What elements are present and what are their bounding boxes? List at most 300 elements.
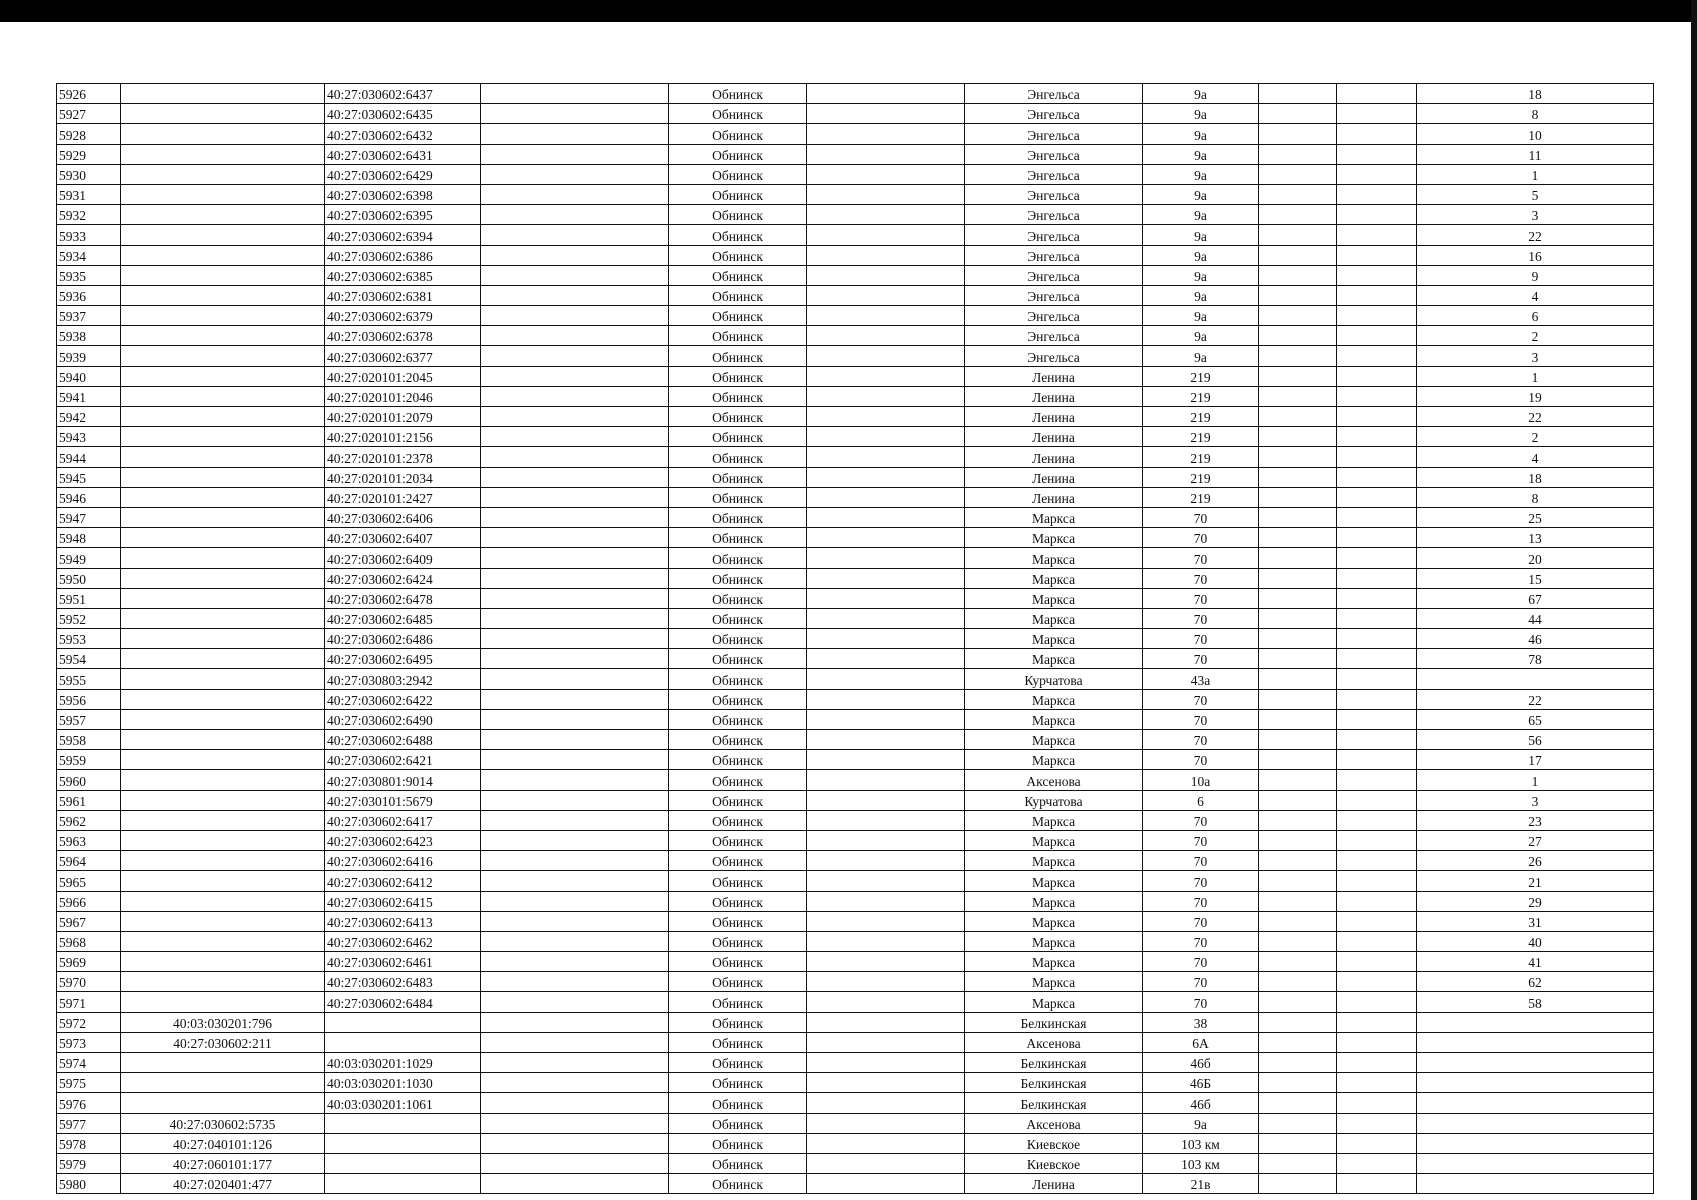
street-cell: Ленина	[965, 386, 1143, 406]
apartment-cell: 41	[1417, 952, 1654, 972]
cadastral-number-land: 40:27:060101:177	[121, 1153, 325, 1173]
empty-cell	[807, 891, 965, 911]
cadastral-number-land	[121, 750, 325, 770]
cadastral-number-premises	[325, 1153, 481, 1173]
apartment-cell: 27	[1417, 830, 1654, 850]
cadastral-number-land	[121, 730, 325, 750]
empty-cell	[481, 346, 669, 366]
cadastral-number-land	[121, 326, 325, 346]
cadastral-number-premises: 40:27:030101:5679	[325, 790, 481, 810]
apartment-cell: 5	[1417, 184, 1654, 204]
street-cell: Маркса	[965, 952, 1143, 972]
city-cell: Обнинск	[669, 830, 807, 850]
register-body	[57, 84, 1654, 1194]
empty-cell	[1259, 568, 1337, 588]
city-cell: Обнинск	[669, 689, 807, 709]
table-row	[57, 891, 1654, 911]
cadastral-number-premises: 40:27:030602:6412	[325, 871, 481, 891]
cadastral-number-land: 40:27:040101:126	[121, 1133, 325, 1153]
empty-cell	[1259, 144, 1337, 164]
city-cell: Обнинск	[669, 588, 807, 608]
table-row	[57, 1133, 1654, 1153]
street-cell: Маркса	[965, 911, 1143, 931]
empty-cell	[481, 487, 669, 507]
empty-cell	[807, 992, 965, 1012]
street-cell: Энгельса	[965, 164, 1143, 184]
empty-cell	[481, 548, 669, 568]
empty-cell	[481, 830, 669, 850]
street-cell: Энгельса	[965, 124, 1143, 144]
empty-cell	[481, 649, 669, 669]
empty-cell	[807, 1153, 965, 1173]
apartment-cell: 62	[1417, 972, 1654, 992]
table-row	[57, 386, 1654, 406]
apartment-cell: 8	[1417, 104, 1654, 124]
cadastral-number-premises: 40:27:030602:6435	[325, 104, 481, 124]
cadastral-number-land	[121, 184, 325, 204]
street-cell: Киевское	[965, 1133, 1143, 1153]
empty-cell	[1259, 205, 1337, 225]
city-cell: Обнинск	[669, 184, 807, 204]
empty-cell	[807, 1113, 965, 1133]
city-cell: Обнинск	[669, 891, 807, 911]
city-cell: Обнинск	[669, 1012, 807, 1032]
table-row	[57, 487, 1654, 507]
apartment-cell: 1	[1417, 770, 1654, 790]
empty-cell	[481, 245, 669, 265]
empty-cell	[1259, 709, 1337, 729]
cadastral-number-land	[121, 629, 325, 649]
empty-cell	[1337, 84, 1417, 104]
cadastral-number-land	[121, 972, 325, 992]
cadastral-number-land	[121, 1093, 325, 1113]
register-sheet	[56, 83, 1654, 1194]
empty-cell	[1337, 1133, 1417, 1153]
empty-cell	[481, 1032, 669, 1052]
cadastral-number-land	[121, 770, 325, 790]
empty-cell	[1337, 931, 1417, 951]
empty-cell	[1337, 265, 1417, 285]
empty-cell	[1337, 427, 1417, 447]
row-number: 5928	[57, 124, 121, 144]
table-row	[57, 306, 1654, 326]
row-number: 5927	[57, 104, 121, 124]
cadastral-number-land	[121, 952, 325, 972]
empty-cell	[807, 306, 965, 326]
cadastral-number-premises: 40:27:030602:6422	[325, 689, 481, 709]
house-cell: 9а	[1143, 346, 1259, 366]
row-number: 5930	[57, 164, 121, 184]
cadastral-number-premises: 40:27:030602:6385	[325, 265, 481, 285]
apartment-cell	[1417, 1032, 1654, 1052]
cadastral-number-premises: 40:27:020101:2378	[325, 447, 481, 467]
city-cell: Обнинск	[669, 487, 807, 507]
house-cell: 103 км	[1143, 1153, 1259, 1173]
cadastral-number-land	[121, 548, 325, 568]
city-cell: Обнинск	[669, 1153, 807, 1173]
house-cell: 9а	[1143, 265, 1259, 285]
empty-cell	[1337, 992, 1417, 1012]
property-register-table	[56, 83, 1654, 1194]
city-cell: Обнинск	[669, 770, 807, 790]
empty-cell	[1259, 669, 1337, 689]
street-cell: Ленина	[965, 366, 1143, 386]
row-number: 5948	[57, 528, 121, 548]
table-row	[57, 1174, 1654, 1194]
empty-cell	[807, 548, 965, 568]
empty-cell	[1259, 770, 1337, 790]
apartment-cell: 22	[1417, 689, 1654, 709]
empty-cell	[481, 1133, 669, 1153]
empty-cell	[1337, 1174, 1417, 1194]
cadastral-number-land	[121, 709, 325, 729]
cadastral-number-premises: 40:27:020101:2079	[325, 407, 481, 427]
empty-cell	[1259, 1093, 1337, 1113]
apartment-cell: 15	[1417, 568, 1654, 588]
street-cell: Энгельса	[965, 285, 1143, 305]
street-cell: Маркса	[965, 972, 1143, 992]
empty-cell	[481, 427, 669, 447]
cadastral-number-land	[121, 992, 325, 1012]
street-cell: Белкинская	[965, 1012, 1143, 1032]
empty-cell	[1259, 911, 1337, 931]
city-cell: Обнинск	[669, 407, 807, 427]
street-cell: Маркса	[965, 608, 1143, 628]
apartment-cell: 18	[1417, 84, 1654, 104]
city-cell: Обнинск	[669, 568, 807, 588]
empty-cell	[1259, 1133, 1337, 1153]
empty-cell	[1337, 730, 1417, 750]
cadastral-number-premises: 40:27:030602:6431	[325, 144, 481, 164]
empty-cell	[1259, 891, 1337, 911]
row-number: 5926	[57, 84, 121, 104]
apartment-cell: 26	[1417, 851, 1654, 871]
empty-cell	[481, 507, 669, 527]
empty-cell	[481, 871, 669, 891]
empty-cell	[1337, 851, 1417, 871]
empty-cell	[1337, 184, 1417, 204]
city-cell: Обнинск	[669, 427, 807, 447]
empty-cell	[1259, 487, 1337, 507]
street-cell: Маркса	[965, 548, 1143, 568]
empty-cell	[481, 104, 669, 124]
apartment-cell: 13	[1417, 528, 1654, 548]
apartment-cell: 67	[1417, 588, 1654, 608]
cadastral-number-land	[121, 810, 325, 830]
street-cell: Энгельса	[965, 306, 1143, 326]
empty-cell	[1259, 124, 1337, 144]
street-cell: Энгельса	[965, 184, 1143, 204]
apartment-cell: 2	[1417, 427, 1654, 447]
empty-cell	[1259, 386, 1337, 406]
row-number: 5943	[57, 427, 121, 447]
table-row	[57, 911, 1654, 931]
cadastral-number-land	[121, 1053, 325, 1073]
row-number: 5940	[57, 366, 121, 386]
house-cell: 21в	[1143, 1174, 1259, 1194]
empty-cell	[1259, 104, 1337, 124]
table-row	[57, 750, 1654, 770]
empty-cell	[1259, 184, 1337, 204]
house-cell: 70	[1143, 709, 1259, 729]
city-cell: Обнинск	[669, 164, 807, 184]
apartment-cell	[1417, 1113, 1654, 1133]
empty-cell	[807, 144, 965, 164]
cadastral-number-premises: 40:27:030602:6415	[325, 891, 481, 911]
empty-cell	[1259, 730, 1337, 750]
row-number: 5947	[57, 507, 121, 527]
empty-cell	[807, 871, 965, 891]
empty-cell	[481, 568, 669, 588]
city-cell: Обнинск	[669, 386, 807, 406]
empty-cell	[1337, 891, 1417, 911]
row-number: 5931	[57, 184, 121, 204]
house-cell: 219	[1143, 487, 1259, 507]
cadastral-number-land	[121, 891, 325, 911]
table-row	[57, 467, 1654, 487]
table-row	[57, 810, 1654, 830]
house-cell: 70	[1143, 972, 1259, 992]
empty-cell	[1337, 911, 1417, 931]
empty-cell	[807, 1174, 965, 1194]
apartment-cell: 4	[1417, 285, 1654, 305]
street-cell: Маркса	[965, 992, 1143, 1012]
table-row	[57, 669, 1654, 689]
row-number: 5939	[57, 346, 121, 366]
empty-cell	[1259, 972, 1337, 992]
empty-cell	[481, 972, 669, 992]
empty-cell	[807, 427, 965, 447]
empty-cell	[807, 245, 965, 265]
row-number: 5969	[57, 952, 121, 972]
empty-cell	[1337, 285, 1417, 305]
row-number: 5945	[57, 467, 121, 487]
apartment-cell: 44	[1417, 608, 1654, 628]
empty-cell	[481, 528, 669, 548]
empty-cell	[1337, 144, 1417, 164]
house-cell: 70	[1143, 931, 1259, 951]
row-number: 5972	[57, 1012, 121, 1032]
street-cell: Ленина	[965, 407, 1143, 427]
cadastral-number-land	[121, 366, 325, 386]
empty-cell	[1337, 770, 1417, 790]
cadastral-number-land: 40:27:030602:5735	[121, 1113, 325, 1133]
row-number: 5963	[57, 830, 121, 850]
cadastral-number-land: 40:27:020401:477	[121, 1174, 325, 1194]
street-cell: Энгельса	[965, 104, 1143, 124]
cadastral-number-premises: 40:27:030602:6461	[325, 952, 481, 972]
cadastral-number-land: 40:03:030201:796	[121, 1012, 325, 1032]
street-cell: Курчатова	[965, 790, 1143, 810]
table-row	[57, 1093, 1654, 1113]
street-cell: Ленина	[965, 1174, 1143, 1194]
apartment-cell: 18	[1417, 467, 1654, 487]
empty-cell	[807, 770, 965, 790]
street-cell: Маркса	[965, 629, 1143, 649]
empty-cell	[807, 1012, 965, 1032]
empty-cell	[1259, 871, 1337, 891]
row-number: 5938	[57, 326, 121, 346]
apartment-cell: 2	[1417, 326, 1654, 346]
empty-cell	[1337, 810, 1417, 830]
apartment-cell: 1	[1417, 164, 1654, 184]
cadastral-number-land	[121, 245, 325, 265]
city-cell: Обнинск	[669, 285, 807, 305]
house-cell: 70	[1143, 689, 1259, 709]
city-cell: Обнинск	[669, 326, 807, 346]
house-cell: 70	[1143, 649, 1259, 669]
street-cell: Киевское	[965, 1153, 1143, 1173]
cadastral-number-premises: 40:27:030602:6462	[325, 931, 481, 951]
house-cell: 70	[1143, 588, 1259, 608]
street-cell: Курчатова	[965, 669, 1143, 689]
cadastral-number-land	[121, 104, 325, 124]
empty-cell	[481, 144, 669, 164]
street-cell: Маркса	[965, 730, 1143, 750]
city-cell: Обнинск	[669, 952, 807, 972]
empty-cell	[481, 1174, 669, 1194]
table-row	[57, 104, 1654, 124]
empty-cell	[481, 205, 669, 225]
empty-cell	[1337, 1093, 1417, 1113]
cadastral-number-land	[121, 164, 325, 184]
empty-cell	[807, 709, 965, 729]
cadastral-number-premises: 40:03:030201:1061	[325, 1093, 481, 1113]
cadastral-number-premises: 40:27:030602:6490	[325, 709, 481, 729]
apartment-cell: 31	[1417, 911, 1654, 931]
empty-cell	[1259, 164, 1337, 184]
row-number: 5950	[57, 568, 121, 588]
street-cell: Белкинская	[965, 1093, 1143, 1113]
empty-cell	[1259, 750, 1337, 770]
table-row	[57, 427, 1654, 447]
city-cell: Обнинск	[669, 1174, 807, 1194]
apartment-cell: 4	[1417, 447, 1654, 467]
city-cell: Обнинск	[669, 1133, 807, 1153]
empty-cell	[1337, 952, 1417, 972]
empty-cell	[481, 931, 669, 951]
empty-cell	[807, 225, 965, 245]
house-cell: 219	[1143, 366, 1259, 386]
cadastral-number-land	[121, 608, 325, 628]
row-number: 5974	[57, 1053, 121, 1073]
table-row	[57, 972, 1654, 992]
empty-cell	[807, 346, 965, 366]
empty-cell	[807, 124, 965, 144]
cadastral-number-land	[121, 911, 325, 931]
table-row	[57, 588, 1654, 608]
row-number: 5929	[57, 144, 121, 164]
empty-cell	[481, 84, 669, 104]
table-row	[57, 124, 1654, 144]
empty-cell	[1337, 164, 1417, 184]
empty-cell	[1259, 548, 1337, 568]
empty-cell	[807, 790, 965, 810]
city-cell: Обнинск	[669, 528, 807, 548]
empty-cell	[807, 447, 965, 467]
empty-cell	[1259, 427, 1337, 447]
cadastral-number-premises: 40:27:030602:6483	[325, 972, 481, 992]
row-number: 5957	[57, 709, 121, 729]
cadastral-number-land: 40:27:030602:211	[121, 1032, 325, 1052]
empty-cell	[481, 285, 669, 305]
empty-cell	[807, 669, 965, 689]
cadastral-number-premises: 40:27:030602:6429	[325, 164, 481, 184]
empty-cell	[807, 911, 965, 931]
city-cell: Обнинск	[669, 306, 807, 326]
city-cell: Обнинск	[669, 1093, 807, 1113]
cadastral-number-land	[121, 407, 325, 427]
table-row	[57, 931, 1654, 951]
table-row	[57, 689, 1654, 709]
cadastral-number-premises: 40:27:030602:6485	[325, 608, 481, 628]
cadastral-number-premises: 40:27:030602:6407	[325, 528, 481, 548]
city-cell: Обнинск	[669, 447, 807, 467]
row-number: 5971	[57, 992, 121, 1012]
street-cell: Белкинская	[965, 1053, 1143, 1073]
empty-cell	[807, 467, 965, 487]
cadastral-number-land	[121, 931, 325, 951]
house-cell: 43а	[1143, 669, 1259, 689]
empty-cell	[1337, 608, 1417, 628]
cadastral-number-premises	[325, 1113, 481, 1133]
apartment-cell: 1	[1417, 366, 1654, 386]
empty-cell	[1259, 952, 1337, 972]
cadastral-number-land	[121, 427, 325, 447]
empty-cell	[481, 851, 669, 871]
street-cell: Маркса	[965, 568, 1143, 588]
empty-cell	[807, 689, 965, 709]
cadastral-number-premises: 40:27:020101:2156	[325, 427, 481, 447]
cadastral-number-premises: 40:27:030602:6379	[325, 306, 481, 326]
apartment-cell: 78	[1417, 649, 1654, 669]
empty-cell	[481, 750, 669, 770]
scan-right-border	[1691, 0, 1697, 1200]
empty-cell	[807, 931, 965, 951]
empty-cell	[481, 588, 669, 608]
cadastral-number-land	[121, 386, 325, 406]
empty-cell	[481, 184, 669, 204]
empty-cell	[1259, 1032, 1337, 1052]
cadastral-number-land	[121, 467, 325, 487]
table-row	[57, 709, 1654, 729]
empty-cell	[481, 326, 669, 346]
city-cell: Обнинск	[669, 225, 807, 245]
cadastral-number-premises: 40:27:030602:6488	[325, 730, 481, 750]
table-row	[57, 770, 1654, 790]
city-cell: Обнинск	[669, 104, 807, 124]
city-cell: Обнинск	[669, 669, 807, 689]
empty-cell	[481, 225, 669, 245]
empty-cell	[807, 326, 965, 346]
cadastral-number-premises: 40:27:030602:6377	[325, 346, 481, 366]
empty-cell	[807, 730, 965, 750]
city-cell: Обнинск	[669, 245, 807, 265]
house-cell: 46б	[1143, 1093, 1259, 1113]
empty-cell	[1337, 487, 1417, 507]
cadastral-number-premises: 40:27:020101:2427	[325, 487, 481, 507]
empty-cell	[1337, 871, 1417, 891]
cadastral-number-premises: 40:27:030602:6424	[325, 568, 481, 588]
row-number: 5979	[57, 1153, 121, 1173]
apartment-cell	[1417, 1153, 1654, 1173]
cadastral-number-premises: 40:27:030602:6381	[325, 285, 481, 305]
table-row	[57, 649, 1654, 669]
empty-cell	[1337, 1012, 1417, 1032]
empty-cell	[807, 608, 965, 628]
city-cell: Обнинск	[669, 346, 807, 366]
city-cell: Обнинск	[669, 931, 807, 951]
